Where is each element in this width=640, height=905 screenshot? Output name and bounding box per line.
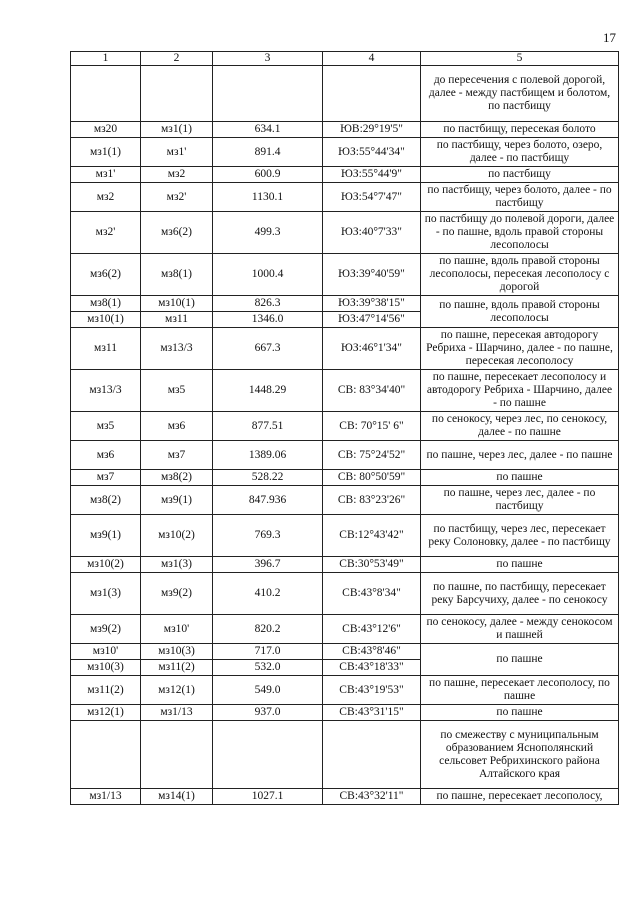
length-cell: 891.4 xyxy=(213,138,323,167)
bearing-cell: СВ:43°18'33" xyxy=(323,660,421,676)
length-cell: 1130.1 xyxy=(213,183,323,212)
description-cell: по пастбищу, через лес, пересекает реку Солоновку, далее - по пастбищу xyxy=(421,515,619,557)
length-cell: 1389.06 xyxy=(213,441,323,470)
from-point-cell: мз6 xyxy=(71,441,141,470)
bearing-cell: ЮЗ:47°14'56" xyxy=(323,312,421,328)
description-cell: по пашне xyxy=(421,705,619,721)
to-point-cell: мз11(2) xyxy=(141,660,213,676)
table-row xyxy=(71,789,619,805)
length-cell: 1027.1 xyxy=(213,789,323,805)
to-point-cell: мз6 xyxy=(141,412,213,441)
description-cell: по пастбищу, пересекая болото xyxy=(421,122,619,138)
bearing-cell: СВ:43°32'11" xyxy=(323,789,421,805)
bearing-cell: СВ:30°53'49" xyxy=(323,557,421,573)
from-point-cell xyxy=(71,66,141,122)
to-point-cell: мз10(1) xyxy=(141,296,213,312)
from-point-cell: мз1(3) xyxy=(71,573,141,615)
to-point-cell: мз11 xyxy=(141,312,213,328)
bearing-cell: СВ:43°19'53" xyxy=(323,676,421,705)
table-row xyxy=(71,183,619,212)
length-cell: 600.9 xyxy=(213,167,323,183)
bearing-cell: СВ:43°31'15" xyxy=(323,705,421,721)
from-point-cell: мз1(1) xyxy=(71,138,141,167)
length-cell: 769.3 xyxy=(213,515,323,557)
bearing-cell: ЮВ:29°19'5" xyxy=(323,122,421,138)
description-cell: по сенокосу, через лес, по сенокосу, далее - по пашне xyxy=(421,412,619,441)
length-cell: 826.3 xyxy=(213,296,323,312)
column-number: 4 xyxy=(323,52,421,66)
to-point-cell xyxy=(141,66,213,122)
to-point-cell: мз9(2) xyxy=(141,573,213,615)
to-point-cell: мз12(1) xyxy=(141,676,213,705)
from-point-cell: мз10(1) xyxy=(71,312,141,328)
bearing-cell: СВ: 75°24'52" xyxy=(323,441,421,470)
table-row xyxy=(71,486,619,515)
to-point-cell: мз7 xyxy=(141,441,213,470)
to-point-cell xyxy=(141,721,213,789)
length-cell: 820.2 xyxy=(213,615,323,644)
length-cell: 1000.4 xyxy=(213,254,323,296)
from-point-cell: мз8(2) xyxy=(71,486,141,515)
to-point-cell: мз13/3 xyxy=(141,328,213,370)
description-cell: по пашне, через лес, далее - по пастбищу xyxy=(421,486,619,515)
description-cell: по пастбищу, через болото, далее - по пастбищу xyxy=(421,183,619,212)
bearing-cell: ЮЗ:54°7'47" xyxy=(323,183,421,212)
description-cell: по пашне xyxy=(421,644,619,676)
bearing-cell: ЮЗ:55°44'34" xyxy=(323,138,421,167)
table-row xyxy=(71,705,619,721)
bearing-cell: СВ: 83°23'26" xyxy=(323,486,421,515)
description-cell: по пашне, через лес, далее - по пашне xyxy=(421,441,619,470)
bearing-cell xyxy=(323,721,421,789)
to-point-cell: мз1/13 xyxy=(141,705,213,721)
description-cell: по пашне, вдоль правой стороны лесополосы xyxy=(421,296,619,328)
description-cell: по пастбищу, через болото, озеро, далее - по пастбищу xyxy=(421,138,619,167)
bearing-cell: СВ:43°8'34" xyxy=(323,573,421,615)
page-number: 17 xyxy=(603,30,616,45)
description-cell: по пашне, пересекает лесополосу, по пашне xyxy=(421,676,619,705)
description-cell: по пашне xyxy=(421,557,619,573)
column-number: 2 xyxy=(141,52,213,66)
table-row xyxy=(71,212,619,254)
length-cell: 410.2 xyxy=(213,573,323,615)
table-row xyxy=(71,296,619,312)
from-point-cell: мз8(1) xyxy=(71,296,141,312)
table-row xyxy=(71,122,619,138)
description-cell: по пашне xyxy=(421,470,619,486)
table-row xyxy=(71,676,619,705)
table-row xyxy=(71,254,619,296)
length-cell: 549.0 xyxy=(213,676,323,705)
from-point-cell: мз6(2) xyxy=(71,254,141,296)
length-cell: 667.3 xyxy=(213,328,323,370)
table-row xyxy=(71,721,619,789)
length-cell: 528.22 xyxy=(213,470,323,486)
description-cell: по пашне, пересекает лесополосу, xyxy=(421,789,619,805)
table-row xyxy=(71,167,619,183)
bearing-cell: ЮЗ:39°40'59" xyxy=(323,254,421,296)
length-cell: 847.936 xyxy=(213,486,323,515)
description-cell: по сенокосу, далее - между сенокосом и пашней xyxy=(421,615,619,644)
bearing-cell: ЮЗ:40°7'33" xyxy=(323,212,421,254)
length-cell: 499.3 xyxy=(213,212,323,254)
from-point-cell: мз11 xyxy=(71,328,141,370)
length-cell: 717.0 xyxy=(213,644,323,660)
column-number: 1 xyxy=(71,52,141,66)
bearing-cell xyxy=(323,66,421,122)
from-point-cell: мз20 xyxy=(71,122,141,138)
from-point-cell: мз11(2) xyxy=(71,676,141,705)
to-point-cell: мз10(2) xyxy=(141,515,213,557)
description-cell: по смежеству с муниципальным образованием Яснополянский сельсовет Ребрихинского района Алтайского края xyxy=(421,721,619,789)
to-point-cell: мз10(3) xyxy=(141,644,213,660)
table-row xyxy=(71,615,619,644)
to-point-cell: мз1' xyxy=(141,138,213,167)
bearing-cell: СВ:12°43'42" xyxy=(323,515,421,557)
table-row xyxy=(71,515,619,557)
from-point-cell: мз12(1) xyxy=(71,705,141,721)
to-point-cell: мз6(2) xyxy=(141,212,213,254)
table-row xyxy=(71,644,619,660)
length-cell: 877.51 xyxy=(213,412,323,441)
column-number: 3 xyxy=(213,52,323,66)
from-point-cell: мз9(1) xyxy=(71,515,141,557)
table-body xyxy=(71,66,619,805)
table-row xyxy=(71,328,619,370)
description-cell: до пересечения с полевой дорогой, далее - между пастбищем и болотом, по пастбищу xyxy=(421,66,619,122)
table-row xyxy=(71,66,619,122)
boundary-table xyxy=(70,51,619,805)
from-point-cell: мз5 xyxy=(71,412,141,441)
bearing-cell: ЮЗ:39°38'15" xyxy=(323,296,421,312)
from-point-cell: мз2 xyxy=(71,183,141,212)
bearing-cell: СВ: 70°15' 6" xyxy=(323,412,421,441)
description-cell: по пашне, по пастбищу, пересекает реку Барсучиху, далее - по сенокосу xyxy=(421,573,619,615)
table-row xyxy=(71,138,619,167)
from-point-cell: мз10(2) xyxy=(71,557,141,573)
to-point-cell: мз1(3) xyxy=(141,557,213,573)
length-cell xyxy=(213,66,323,122)
table-row xyxy=(71,573,619,615)
length-cell: 634.1 xyxy=(213,122,323,138)
column-number-row xyxy=(71,52,619,66)
from-point-cell: мз9(2) xyxy=(71,615,141,644)
length-cell xyxy=(213,721,323,789)
bearing-cell: ЮЗ:46°1'34" xyxy=(323,328,421,370)
to-point-cell: мз14(1) xyxy=(141,789,213,805)
bearing-cell: СВ: 83°34'40" xyxy=(323,370,421,412)
column-number: 5 xyxy=(421,52,619,66)
length-cell: 532.0 xyxy=(213,660,323,676)
description-cell: по пашне, вдоль правой стороны лесополосы, пересекая лесополосу с дорогой xyxy=(421,254,619,296)
table-row xyxy=(71,412,619,441)
from-point-cell: мз10' xyxy=(71,644,141,660)
to-point-cell: мз2' xyxy=(141,183,213,212)
table-row xyxy=(71,557,619,573)
to-point-cell: мз8(1) xyxy=(141,254,213,296)
from-point-cell: мз10(3) xyxy=(71,660,141,676)
from-point-cell: мз1/13 xyxy=(71,789,141,805)
length-cell: 937.0 xyxy=(213,705,323,721)
length-cell: 1346.0 xyxy=(213,312,323,328)
description-cell: по пастбищу до полевой дороги, далее - по пашне, вдоль правой стороны лесополосы xyxy=(421,212,619,254)
to-point-cell: мз1(1) xyxy=(141,122,213,138)
description-cell: по пастбищу xyxy=(421,167,619,183)
to-point-cell: мз9(1) xyxy=(141,486,213,515)
description-cell: по пашне, пересекая автодорогу Ребриха - Шарчино, далее - по пашне, пересекая лесополосу xyxy=(421,328,619,370)
from-point-cell: мз2' xyxy=(71,212,141,254)
from-point-cell: мз7 xyxy=(71,470,141,486)
length-cell: 396.7 xyxy=(213,557,323,573)
description-cell: по пашне, пересекает лесополосу и автодорогу Ребриха - Шарчино, далее - по пашне xyxy=(421,370,619,412)
to-point-cell: мз10' xyxy=(141,615,213,644)
to-point-cell: мз5 xyxy=(141,370,213,412)
bearing-cell: СВ: 80°50'59" xyxy=(323,470,421,486)
table-row xyxy=(71,370,619,412)
length-cell: 1448.29 xyxy=(213,370,323,412)
bearing-cell: СВ:43°12'6" xyxy=(323,615,421,644)
from-point-cell: мз13/3 xyxy=(71,370,141,412)
table-row xyxy=(71,441,619,470)
table-row xyxy=(71,470,619,486)
to-point-cell: мз2 xyxy=(141,167,213,183)
to-point-cell: мз8(2) xyxy=(141,470,213,486)
from-point-cell xyxy=(71,721,141,789)
bearing-cell: ЮЗ:55°44'9" xyxy=(323,167,421,183)
bearing-cell: СВ:43°8'46" xyxy=(323,644,421,660)
from-point-cell: мз1' xyxy=(71,167,141,183)
